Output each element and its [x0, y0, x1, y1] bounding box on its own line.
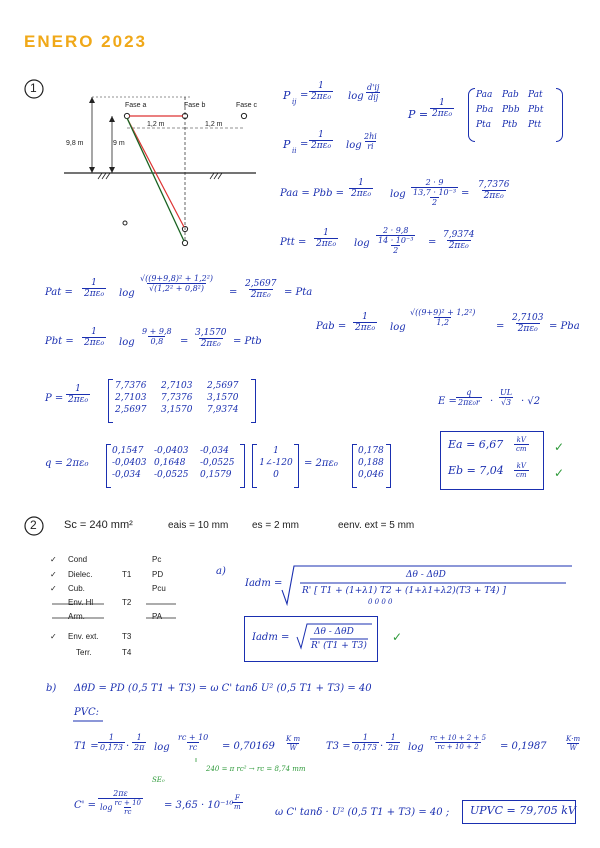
given-sc: Sc = 240 mm²	[64, 519, 133, 531]
notes-page: ENERO 2023 Fase a Fase b Fase c 1,2 m 1,2 m 9,8 m 9 m 1 P ij = $\frac{1}{\text{2πε₀}}$ log d'ij dij P ii = $\frac{1}{\text{2πε₀}}$ log $\frac{2hi}{ri}$ P = $\frac{1}{\text{2πε₀}}$ Paa Pab Pat Pba Pbb Pbt Pta Ptb Ptt Paa = Pbb = $\frac{1}{\text{2πε₀}}$ log 2 · 9 13,7 · 10⁻³ 2 = $\frac{7,7376}{\text{2πε₀}}$ Ptt = $\frac{1}{\text{2πε₀}}$ log 2 · 9,8 14 · 10⁻³ 2 = $\frac{7,9374}{\text{2πε₀}}$ Pat = $\frac{1}{\text{2πε₀}}$ log $\frac{\text{√((9+9,8)² + 1,2²)}}{\text{√(1,2² + 0,8²)}}$ = $\frac{2,5697}{\text{2πε₀}}$ = Pta Pbt = $\frac{1}{\text{2πε₀}}$ log $\frac{9 + 9,8}{0,8}$ = $\frac{3,1570}{\text{2πε₀}}$ = Ptb Pab = $\frac{1}{\text{2πε₀}}$ log $\frac{\text{√((9+9)² + 1,2²)}}{1,2}$ = $\frac{2,7103}{\text{2πε₀}}$ = Pba P = $\frac{1}{\text{2πε₀}}$ 7,7376 2,7103 2,5697 2,7103 7,7376 3,1570 2,5697 3,1570 7,9374 E = $\frac{q}{\text{2πε₀r}}$ · $\frac{UL}{√3}$ · √2 q = 2πε₀ 0,1547 -0,0403 -0,034 -0,0403 0,1648 -0,0525 -0,034 -0,0525 0,1579 1 1∠-120 0 = 2πε₀ 0,178 0,188 0,046 Ea = 6,67 $\frac{kV}{cm}$ Eb = 7,04 $\frac{kV}{cm}$ ✓ ✓ 2 Sc = 240 mm² eais = 10 mm es = 2 mm eenv. ext = 5 mm ✓ Cond Pc ✓ Dielec. T1 PD ✓ Cub. Pcu Env. Hl T2 Arm. PA ✓ Env. ext. T3 Terr. T4 a) Iadm = Δθ - ΔθD R' [ T1 + (1+λ1) T2 + (1+λ1+λ2)(T3 + T4) ] 0 0 0 0 Iadm = Δθ - ΔθD R' (T1 + T3) ✓ b) ΔθD = PD (0,5 T1 + T3) = ω C' tanδ U² (0,5 T1 + T3) = 40 PVC: T1 = $\frac{1}{0,173}$ · $\frac{1}{2\pi}$ log $\frac{rc + 10}{rc}$ = 0,70169 $\frac{\text{K m}}{W}$ T3 = $\frac{1}{0,173}$ · $\frac{1}{2\pi}$ log $\frac{rc + 10 + 2 + 5}{rc + 10 + 2}$ = 0,1987 $\frac{K\cdot m}{W}$ 240 = π rc² → rc = 8,74 mm SE₀ C' = 2πε log rc + 10 rc = 3,65 · 10⁻¹⁰ $\frac{F}{m}$ ω C' tanδ · U² (0,5 T1 + T3) = 40 ; UPVC = 79,705 kV	[0, 0, 600, 848]
part-a-result-den: R' (T1 + T3)	[311, 641, 367, 651]
given-eenv: eenv. ext = 5 mm	[338, 520, 415, 531]
result-ea: Ea = 6,67	[448, 438, 504, 451]
image-t	[182, 240, 187, 245]
label-height-total: 9,8 m	[66, 140, 84, 147]
given-eais: eais = 10 mm	[168, 520, 229, 531]
check-ea-icon: ✓	[554, 440, 565, 454]
q-result-vector: 0,178 0,188 0,046	[358, 446, 384, 480]
part-a-result-num: Δθ - ΔθD	[314, 627, 354, 637]
part-a-result-lhs: Iadm =	[252, 632, 290, 643]
line-image-at-2	[127, 118, 184, 241]
given-es: es = 2 mm	[252, 520, 299, 531]
rc-note: 240 = π rc² → rc = 8,74 mm	[206, 765, 306, 773]
label-phase-b: Fase b	[184, 102, 206, 109]
label-dist-bc: 1,2 m	[205, 121, 223, 128]
final-equation: ω C' tanδ · U² (0,5 T1 + T3) = 40 ;	[275, 807, 450, 818]
final-result: UPVC = 79,705 kV	[470, 804, 576, 817]
q-voltage-vector: 1 1∠-120 0	[259, 446, 293, 480]
problem-2-number: 2	[30, 518, 37, 532]
label-dist-ab: 1,2 m	[147, 121, 165, 128]
check-part-a-icon: ✓	[392, 630, 403, 644]
conductor-a	[124, 113, 129, 118]
part-b-equation: ΔθD = PD (0,5 T1 + T3) = ω C' tanδ U² (0,5 T1 + T3) = 40	[74, 683, 372, 694]
result-ea-unit: $\frac{kV}{cm}$	[516, 436, 527, 453]
part-b-label: b)	[46, 683, 57, 694]
conductor-c	[241, 113, 246, 118]
sep-note: SE₀	[152, 776, 165, 784]
ground-hatch-left	[98, 173, 110, 179]
label-phase-c: Fase c	[236, 102, 258, 109]
pvc-label: PVC:	[74, 707, 99, 718]
p-symbol-matrix: Paa Pab Pat Pba Pbb Pbt Pta Ptb Ptt	[476, 90, 544, 130]
q-coef-matrix: 0,1547 -0,0403 -0,034 -0,0403 0,1648 -0,0525 -0,034 -0,0525 0,1579	[112, 446, 235, 480]
p-numeric-matrix: 7,7376 2,7103 2,5697 2,7103 7,7376 3,1570 2,5697 3,1570 7,9374	[115, 381, 239, 415]
image-a	[123, 221, 127, 225]
problem-1-number: 1	[30, 81, 37, 95]
ground-hatch-right	[210, 173, 222, 179]
page-title: ENERO 2023	[24, 32, 147, 51]
result-eb-unit: $\frac{kV}{cm}$	[516, 462, 527, 479]
label-phase-a: Fase a	[125, 102, 147, 109]
label-height-conductor: 9 m	[113, 140, 125, 147]
check-eb-icon: ✓	[554, 466, 565, 480]
result-eb: Eb = 7,04	[448, 464, 504, 477]
